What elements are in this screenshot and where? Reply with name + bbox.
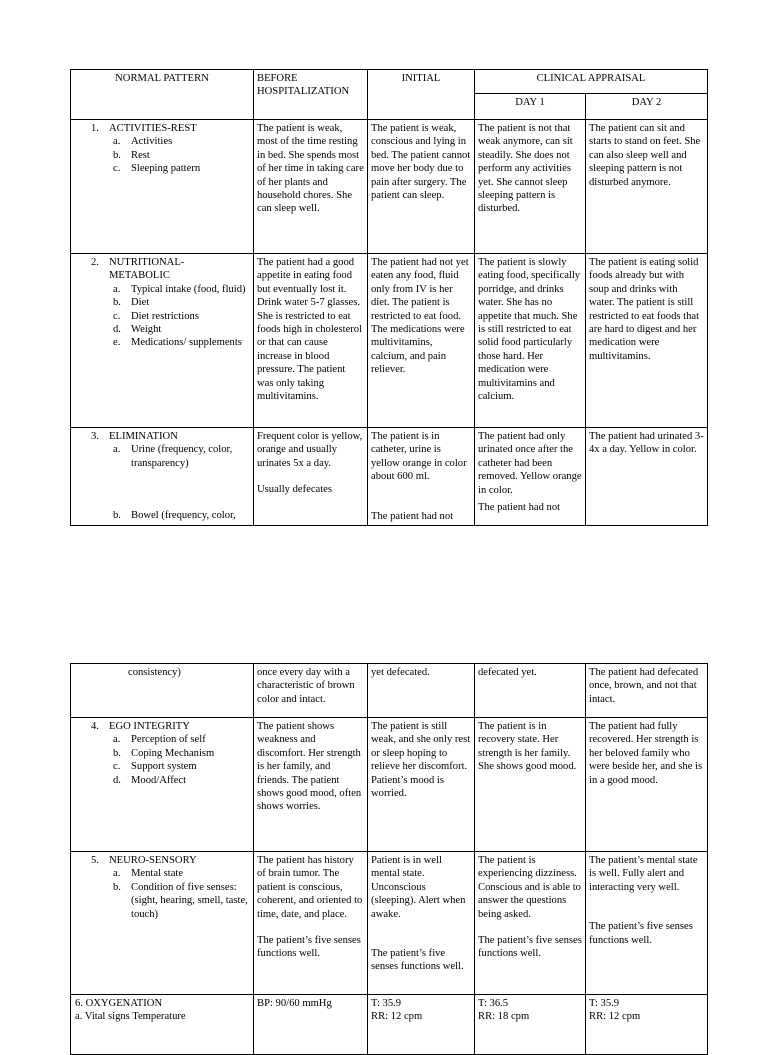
initial-cell: The patient had not yet eaten any food, fluid only from IV is her diet. The patient is restricted to eat food. The medications were multivitamins, calcium, and pain reliever.: [368, 254, 475, 428]
initial-cell: The patient is weak, conscious and lying in bed. The patient cannot move her body due to pain after surgery. The patient can sleep.: [368, 120, 475, 254]
day1-cell: The patient is in recovery state. Her strength is her family. She shows good mood.: [475, 718, 586, 852]
table-row: [71, 995, 708, 1055]
initial-cell: The patient is still weak, and she only rest or sleep hoping to relieve her discomfort. Patient’s mood is worried.: [368, 718, 475, 852]
day1-cell: The patient had only urinated once after the catheter had been removed. Yellow orange in color. The patient had not: [475, 428, 586, 526]
category-cell: consistency): [71, 664, 254, 718]
category-cell: 5. NEURO-SENSORY a. Mental state b. Condition of five senses: (sight, hearing, smell, taste, touch): [71, 852, 254, 995]
day1-cell: defecated yet.: [475, 664, 586, 718]
header-before-hospitalization: BEFORE HOSPITALIZATION: [254, 70, 368, 120]
day2-cell: The patient had urinated 3-4x a day. Yellow in color.: [586, 428, 708, 526]
category-cell: 6. OXYGENATION a. Vital signs Temperature: [71, 995, 254, 1055]
header-day2: DAY 2: [586, 94, 708, 120]
before-cell: BP: 90/60 mmHg: [254, 995, 368, 1055]
table-row: [71, 718, 708, 852]
before-cell: Frequent color is yellow, orange and usually urinates 5x a day. Usually defecates: [254, 428, 368, 526]
category-title: EGO INTEGRITY: [109, 721, 190, 732]
category-cell: 1. ACTIVITIES-REST a. Activities b. Rest c. Sleeping pattern: [71, 120, 254, 254]
category-title: NUTRITIONAL-: [109, 257, 185, 268]
table-row: [71, 254, 708, 428]
before-cell: once every day with a characteristic of brown color and intact.: [254, 664, 368, 718]
category-title: NEURO-SENSORY: [109, 855, 197, 866]
day1-cell: The patient is slowly eating food, specifically porridge, and drinks water. She has no appetite that much. She is still restricted to eat solid food particularly those hard. Her medication were multivitamins and calcium.: [475, 254, 586, 428]
assessment-table-page-2: [70, 663, 708, 1055]
before-cell: The patient has history of brain tumor. The patient is conscious, coherent, and oriented to time, date, and place. The patient’s five senses functions well.: [254, 852, 368, 995]
before-cell: The patient is weak, most of the time resting in bed. She spends most of her time in taking care of her plants and household chores. She can sleep well.: [254, 120, 368, 254]
table-row: [71, 120, 708, 254]
header-day1: DAY 1: [475, 94, 586, 120]
header-normal-pattern: NORMAL PATTERN: [71, 70, 254, 120]
table-row: [71, 428, 708, 526]
day2-cell: The patient had defecated once, brown, and not that intact.: [586, 664, 708, 718]
category-cell: 4. EGO INTEGRITY a. Perception of self b. Coping Mechanism c. Support system d. Mood/Affect: [71, 718, 254, 852]
category-title: ACTIVITIES-REST: [109, 123, 197, 134]
initial-cell: yet defecated.: [368, 664, 475, 718]
table-row: [71, 664, 708, 718]
day1-cell: The patient is experiencing dizziness. Conscious and is able to answer the questions being asked. The patient’s five senses functions well.: [475, 852, 586, 995]
table-row: [71, 852, 708, 995]
day2-cell: The patient’s mental state is well. Fully alert and interacting very well. The patient’s five senses functions well.: [586, 852, 708, 995]
before-cell: The patient had a good appetite in eating food but eventually lost it. Drink water 5-7 glasses. She is restricted to eat foods high in cholesterol or that can cause increase in blood pressure. The patient was only taking multivitamins.: [254, 254, 368, 428]
assessment-table-page-1: [70, 69, 708, 526]
header-initial: INITIAL: [368, 70, 475, 120]
initial-cell: The patient is in catheter, urine is yellow orange in color about 600 ml. The patient had not: [368, 428, 475, 526]
category-title: ELIMINATION: [109, 431, 178, 442]
header-clinical-appraisal: CLINICAL APPRAISAL: [475, 70, 708, 94]
category-cell: 2. NUTRITIONAL- METABOLIC a. Typical intake (food, fluid) b. Diet c. Diet restrictions d. Weight e. Medications/ supplements: [71, 254, 254, 428]
day2-cell: T: 35.9 RR: 12 cpm: [586, 995, 708, 1055]
day2-cell: The patient can sit and starts to stand on feet. She can also sleep well and sleeping pattern is not disturbed anymore.: [586, 120, 708, 254]
day2-cell: The patient is eating solid foods already but with soup and drinks with water. The patient is still restricted to eat foods that are hard to digest and her medication were multivitamins.: [586, 254, 708, 428]
day1-cell: The patient is not that weak anymore, can sit steadily. She does not perform any activities yet. She cannot sleep sleeping pattern is disturbed.: [475, 120, 586, 254]
initial-cell: T: 35.9 RR: 12 cpm: [368, 995, 475, 1055]
day1-cell: T: 36.5 RR: 18 cpm: [475, 995, 586, 1055]
initial-cell: Patient is in well mental state. Unconscious (sleeping). Alert when awake. The patient’s five senses functions well.: [368, 852, 475, 995]
category-title: 6. OXYGENATION: [75, 998, 163, 1009]
day2-cell: The patient had fully recovered. Her strength is her beloved family who were beside her, and she is in a good mood.: [586, 718, 708, 852]
before-cell: The patient shows weakness and discomfort. Her strength is her family, and friends. The patient shows good mood, often shows worries.: [254, 718, 368, 852]
category-cell: 3. ELIMINATION a. Urine (frequency, color, transparency) b. Bowel (frequency, color,: [71, 428, 254, 526]
